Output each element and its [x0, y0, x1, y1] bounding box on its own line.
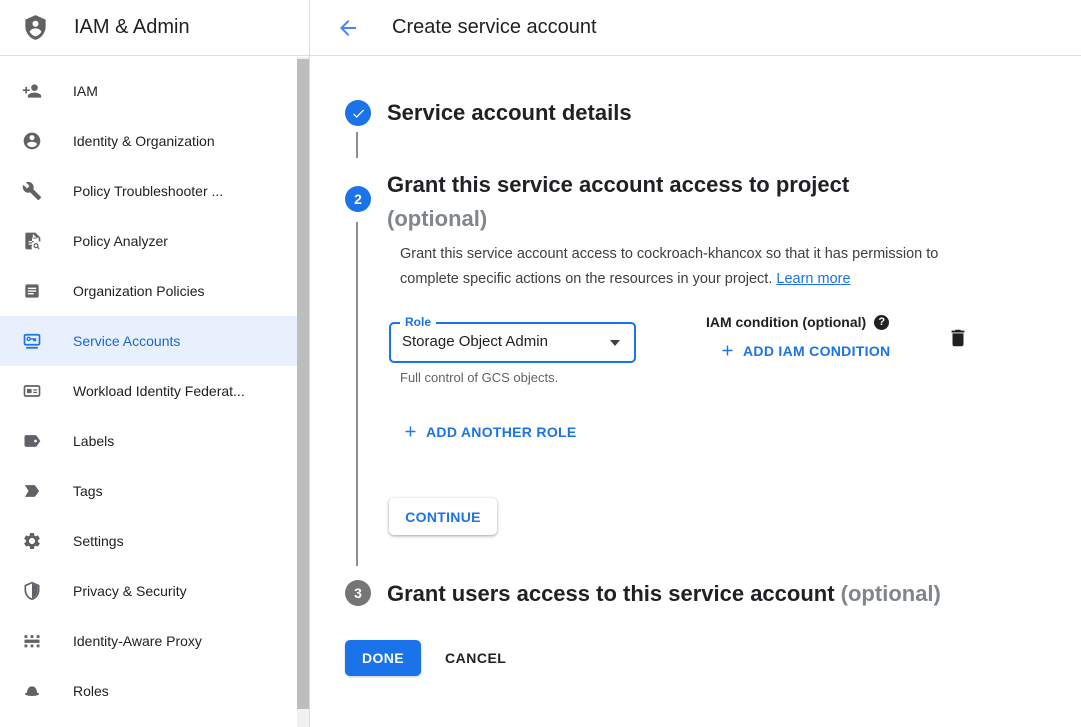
sidebar-item-roles[interactable]	[0, 666, 309, 716]
id-card-icon	[22, 381, 42, 401]
sidebar-item-service-accounts[interactable]	[0, 316, 297, 366]
step3-title	[387, 581, 941, 607]
sidebar-item-label: Identity-Aware Proxy	[73, 633, 202, 649]
step2-title-text: Grant this service account access to project	[387, 172, 850, 197]
sidebar-header	[0, 0, 309, 56]
iam-condition-label-row	[706, 314, 889, 330]
wrench-icon	[22, 181, 42, 201]
sidebar-item-privacy-security[interactable]	[0, 566, 309, 616]
sidebar-item-label: Organization Policies	[73, 283, 205, 299]
hat-icon	[22, 681, 42, 701]
step2-number: 2	[354, 191, 362, 207]
help-icon[interactable]: ?	[874, 315, 889, 330]
sidebar-item-identity-aware-proxy[interactable]	[0, 616, 309, 666]
iam-admin-logo-icon	[22, 14, 49, 41]
sidebar-item-label: Labels	[73, 433, 115, 449]
sidebar-item-policy-troubleshooter[interactable]	[0, 166, 309, 216]
main-area	[310, 0, 1081, 727]
sidebar-item-iam[interactable]	[0, 66, 309, 116]
iam-condition-label: IAM condition (optional)	[706, 314, 867, 330]
plus-icon	[719, 342, 736, 359]
sidebar-item-label: Privacy & Security	[73, 583, 187, 599]
learn-more-link[interactable]: Learn more	[776, 271, 851, 287]
sidebar-item-identity-organization[interactable]	[0, 116, 309, 166]
sidebar-item-workload-identity-federation[interactable]	[0, 366, 309, 416]
page-header	[310, 0, 1081, 56]
stepper-connector	[356, 222, 358, 566]
role-select-value: Storage Object Admin	[402, 333, 548, 350]
app-title: IAM & Admin	[74, 16, 190, 38]
person-circle-icon	[22, 131, 42, 151]
tag-arrow-icon	[22, 481, 42, 501]
step3-optional-label: (optional)	[840, 581, 941, 606]
step1-completed-check-icon	[345, 100, 371, 126]
document-search-icon	[22, 231, 42, 251]
page-title: Create service account	[392, 16, 597, 38]
step3-number: 3	[354, 585, 362, 601]
person-add-icon	[22, 81, 42, 101]
plus-icon	[402, 423, 419, 440]
chevron-down-icon	[610, 340, 620, 346]
document-lines-icon	[22, 281, 42, 301]
step2-description	[400, 242, 985, 292]
sidebar-item-label: Policy Troubleshooter ...	[73, 183, 224, 199]
gear-icon	[22, 531, 42, 551]
continue-button[interactable]: CONTINUE	[389, 498, 497, 535]
sidebar-scrollbar-thumb[interactable]	[297, 59, 309, 709]
sidebar-item-labels[interactable]	[0, 416, 309, 466]
sidebar-item-settings[interactable]	[0, 516, 309, 566]
sidebar-item-label: Service Accounts	[73, 333, 181, 349]
role-helper-text: Full control of GCS objects.	[400, 370, 559, 385]
sidebar-item-label: Settings	[73, 533, 124, 549]
role-select-label: Role	[400, 315, 436, 329]
sidebar-item-label: Roles	[73, 683, 109, 699]
service-account-key-icon	[22, 331, 42, 351]
step2-description-text: Grant this service account access to cockroach-khancox so that it has permission to complete specific actions on the resources in your project.	[400, 246, 939, 287]
sidebar-nav	[0, 56, 309, 716]
sidebar-item-tags[interactable]	[0, 466, 309, 516]
add-another-role-button[interactable]	[402, 423, 577, 440]
sidebar-item-label: Workload Identity Federat...	[73, 383, 245, 399]
create-service-account-form	[310, 56, 1081, 727]
add-iam-condition-button[interactable]	[719, 342, 890, 359]
shield-icon	[22, 581, 42, 601]
back-arrow-icon[interactable]	[336, 16, 360, 40]
sidebar-scrollbar-track[interactable]	[297, 57, 309, 727]
role-select[interactable]	[389, 315, 636, 363]
step2-number-badge	[345, 186, 371, 212]
delete-role-button[interactable]	[947, 327, 969, 349]
label-tag-icon	[22, 431, 42, 451]
step2-title	[387, 168, 907, 236]
sidebar-item-label: Policy Analyzer	[73, 233, 168, 249]
sidebar-item-policy-analyzer[interactable]	[0, 216, 309, 266]
proxy-grid-icon	[22, 631, 42, 651]
step3-number-badge	[345, 580, 371, 606]
cancel-button[interactable]: CANCEL	[430, 640, 521, 676]
step3-title-text: Grant users access to this service account	[387, 581, 835, 606]
add-another-role-label: ADD ANOTHER ROLE	[426, 423, 577, 440]
step1-title: Service account details	[387, 100, 632, 125]
stepper-connector	[356, 132, 358, 158]
sidebar-item-organization-policies[interactable]	[0, 266, 309, 316]
sidebar-item-label: Identity & Organization	[73, 133, 215, 149]
trash-icon	[947, 327, 969, 349]
sidebar-item-label: Tags	[73, 483, 103, 499]
step2-optional-label: (optional)	[387, 206, 488, 231]
done-button[interactable]: DONE	[345, 640, 421, 676]
add-iam-condition-label: ADD IAM CONDITION	[743, 342, 891, 359]
sidebar	[0, 0, 310, 727]
sidebar-item-label: IAM	[73, 83, 98, 99]
